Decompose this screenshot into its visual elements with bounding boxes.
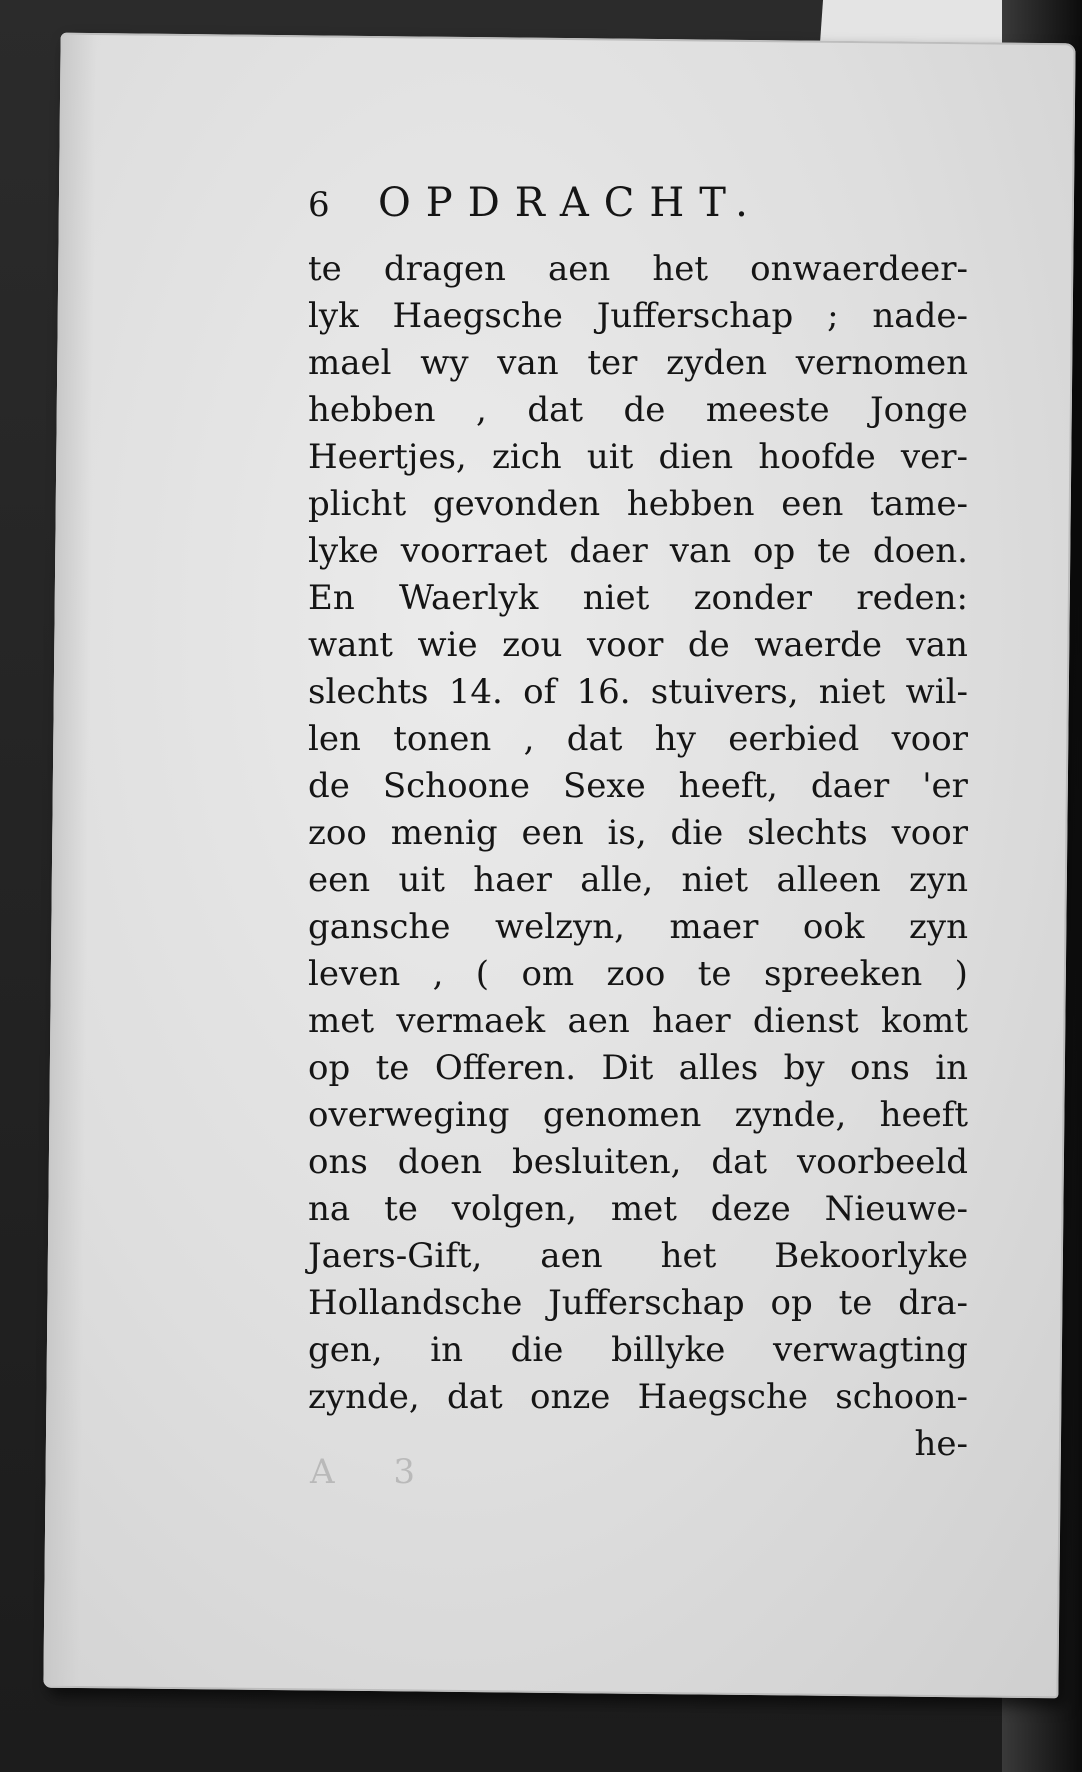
text-line bbox=[308, 716, 968, 763]
word: lyke bbox=[308, 531, 379, 571]
word: zynde, bbox=[308, 1377, 420, 1417]
word: voor bbox=[891, 719, 968, 759]
word: Bekoorlyke bbox=[774, 1236, 968, 1276]
text-line bbox=[308, 810, 968, 857]
word: een bbox=[781, 484, 844, 524]
word: slechts bbox=[308, 672, 429, 712]
word: menig bbox=[390, 813, 498, 853]
text-line bbox=[308, 434, 968, 481]
word: te bbox=[817, 531, 851, 571]
word: niet bbox=[582, 578, 650, 618]
text-line bbox=[308, 763, 968, 810]
word: ( bbox=[475, 954, 490, 994]
word: van bbox=[497, 343, 559, 383]
word: Hollandsche bbox=[308, 1283, 523, 1323]
word: ons bbox=[849, 1048, 910, 1088]
word: aen bbox=[540, 1236, 603, 1276]
word: niet bbox=[681, 860, 749, 900]
word: nade- bbox=[872, 296, 968, 336]
word: ; bbox=[827, 296, 839, 336]
word: aen bbox=[567, 1001, 630, 1041]
text-line bbox=[308, 387, 968, 434]
word: zynde, bbox=[734, 1095, 847, 1135]
page-text-block bbox=[308, 180, 968, 1468]
word: te bbox=[384, 1189, 418, 1229]
word: uit bbox=[586, 437, 634, 477]
word: , bbox=[432, 954, 444, 994]
text-line bbox=[308, 528, 968, 575]
word: dragen bbox=[383, 249, 506, 289]
text-line bbox=[308, 1233, 968, 1280]
catchword: he- bbox=[914, 1424, 968, 1464]
word: komt bbox=[880, 1001, 968, 1041]
word: in bbox=[430, 1330, 464, 1370]
word: zoo bbox=[606, 954, 666, 994]
word: mael bbox=[308, 343, 392, 383]
word: van bbox=[669, 531, 732, 571]
word: leven bbox=[308, 954, 401, 994]
word: uit bbox=[398, 860, 445, 900]
word: lyk bbox=[308, 296, 359, 336]
text-line bbox=[308, 1374, 968, 1421]
word: alle, bbox=[580, 860, 654, 900]
text-line bbox=[308, 1327, 968, 1374]
word: 'er bbox=[922, 766, 968, 806]
word: aen bbox=[548, 249, 611, 289]
word: billyke bbox=[611, 1330, 726, 1370]
word: om bbox=[521, 954, 575, 994]
word: ter bbox=[587, 343, 638, 383]
word: met bbox=[308, 1001, 375, 1041]
word: met bbox=[610, 1189, 677, 1229]
word: deze bbox=[710, 1189, 791, 1229]
text-line bbox=[308, 669, 968, 716]
word: ons bbox=[308, 1142, 368, 1182]
word: is, bbox=[607, 813, 647, 853]
word: waerde bbox=[754, 625, 882, 665]
word: te bbox=[308, 249, 342, 289]
word: hebben bbox=[308, 390, 436, 430]
word: Jaers-Gift, bbox=[308, 1236, 483, 1276]
word: van bbox=[906, 625, 968, 665]
word: reden: bbox=[856, 578, 968, 618]
word: vernomen bbox=[795, 343, 968, 383]
word: Haegsche bbox=[637, 1377, 808, 1417]
page-edge bbox=[43, 33, 96, 1688]
word: zyn bbox=[908, 907, 968, 947]
word: slechts bbox=[747, 813, 868, 853]
word: een bbox=[521, 813, 584, 853]
word: de bbox=[687, 625, 730, 665]
word: spreeken bbox=[763, 954, 923, 994]
word: zich bbox=[491, 437, 562, 477]
word: Offeren. bbox=[434, 1048, 577, 1088]
word: alles bbox=[678, 1048, 759, 1088]
word: op bbox=[308, 1048, 351, 1088]
bleed-through-signature: A 3 bbox=[310, 1452, 439, 1492]
word: zyden bbox=[666, 343, 768, 383]
word: haer bbox=[473, 860, 552, 900]
word: eerbied bbox=[728, 719, 860, 759]
word: hoofde bbox=[758, 437, 876, 477]
text-line bbox=[308, 857, 968, 904]
text-line bbox=[308, 1280, 968, 1327]
word: maer bbox=[669, 907, 759, 947]
word: zonder bbox=[693, 578, 813, 618]
word: voor bbox=[586, 625, 664, 665]
word: te bbox=[375, 1048, 410, 1088]
word: zoo bbox=[308, 813, 367, 853]
word: Jufferschap bbox=[548, 1283, 745, 1323]
text-line bbox=[308, 998, 968, 1045]
page-number: 6 bbox=[308, 185, 330, 225]
word: die bbox=[670, 813, 724, 853]
word: die bbox=[510, 1330, 564, 1370]
word: wie bbox=[417, 625, 478, 665]
word: wy bbox=[420, 343, 469, 383]
word: tonen bbox=[393, 719, 492, 759]
running-title: OPDRACHT. bbox=[378, 180, 763, 226]
word: 16. bbox=[576, 672, 631, 712]
word: welzyn, bbox=[494, 907, 625, 947]
word: Sexe bbox=[563, 766, 646, 806]
word: heeft, bbox=[678, 766, 778, 806]
word: voor bbox=[891, 813, 968, 853]
word: dat bbox=[711, 1142, 768, 1182]
text-line bbox=[308, 1139, 968, 1186]
word: haer bbox=[652, 1001, 731, 1041]
word: besluiten, bbox=[511, 1142, 682, 1182]
word: op bbox=[770, 1283, 813, 1323]
word: dat bbox=[527, 390, 584, 430]
word: voorbeeld bbox=[796, 1142, 968, 1182]
word: meeste bbox=[705, 390, 830, 430]
word: schoon- bbox=[835, 1377, 968, 1417]
word: gen, bbox=[308, 1330, 383, 1370]
word: volgen, bbox=[451, 1189, 577, 1229]
word: Waerlyk bbox=[399, 578, 539, 618]
word: Dit bbox=[601, 1048, 654, 1088]
word: het bbox=[660, 1236, 717, 1276]
word: dat bbox=[447, 1377, 503, 1417]
word: heeft bbox=[879, 1095, 968, 1135]
word: len bbox=[308, 719, 361, 759]
word: hy bbox=[654, 719, 696, 759]
word: Schoone bbox=[382, 766, 531, 806]
word: de bbox=[623, 390, 666, 430]
word: te bbox=[838, 1283, 873, 1323]
word: Jonge bbox=[870, 390, 968, 430]
word: daer bbox=[569, 531, 648, 571]
word: , bbox=[523, 719, 535, 759]
word: onze bbox=[529, 1377, 611, 1417]
text-line bbox=[308, 575, 968, 622]
text-line bbox=[308, 246, 968, 293]
text-line bbox=[308, 1045, 968, 1092]
word: wil- bbox=[905, 672, 968, 712]
text-line bbox=[308, 904, 968, 951]
word: dra- bbox=[898, 1283, 968, 1323]
word: op bbox=[753, 531, 796, 571]
word: ) bbox=[954, 954, 968, 994]
word: En bbox=[308, 578, 355, 618]
word: in bbox=[935, 1048, 968, 1088]
word: Nieuwe- bbox=[824, 1189, 968, 1229]
text-line bbox=[308, 1092, 968, 1139]
word: stuivers, bbox=[650, 672, 799, 712]
word: Heertjes, bbox=[308, 437, 467, 477]
word: de bbox=[308, 766, 350, 806]
word: alleen bbox=[776, 860, 881, 900]
text-line bbox=[308, 951, 968, 998]
word: gevonden bbox=[432, 484, 601, 524]
text-line bbox=[308, 340, 968, 387]
word: verwagting bbox=[773, 1330, 968, 1370]
word: een bbox=[308, 860, 371, 900]
word: , bbox=[476, 390, 487, 430]
word: zyn bbox=[908, 860, 968, 900]
word: gansche bbox=[308, 907, 451, 947]
text-line bbox=[308, 293, 968, 340]
word: tame- bbox=[870, 484, 968, 524]
word: dien bbox=[658, 437, 734, 477]
word: plicht bbox=[308, 484, 407, 524]
text-line bbox=[308, 622, 968, 669]
word: het bbox=[652, 249, 709, 289]
word: ver- bbox=[900, 437, 968, 477]
word: overweging bbox=[308, 1095, 510, 1135]
word: Haegsche bbox=[392, 296, 563, 336]
word: doen. bbox=[872, 531, 968, 571]
word: dienst bbox=[752, 1001, 859, 1041]
word: 14. bbox=[448, 672, 503, 712]
word: want bbox=[308, 625, 393, 665]
word: doen bbox=[397, 1142, 483, 1182]
word: zou bbox=[502, 625, 563, 665]
word: genomen bbox=[542, 1095, 702, 1135]
word: onwaerdeer- bbox=[750, 249, 968, 289]
text-line bbox=[308, 481, 968, 528]
word: by bbox=[783, 1048, 825, 1088]
text-line bbox=[308, 1186, 968, 1233]
word: niet bbox=[818, 672, 886, 712]
word: of bbox=[523, 672, 557, 712]
running-head bbox=[308, 180, 968, 240]
word: Jufferschap bbox=[596, 296, 794, 336]
word: ook bbox=[802, 907, 865, 947]
word: hebben bbox=[626, 484, 755, 524]
word: dat bbox=[566, 719, 623, 759]
word: voorraet bbox=[400, 531, 548, 571]
word: vermaek bbox=[396, 1001, 546, 1041]
word: na bbox=[308, 1189, 351, 1229]
word: daer bbox=[810, 766, 890, 806]
word: te bbox=[697, 954, 732, 994]
